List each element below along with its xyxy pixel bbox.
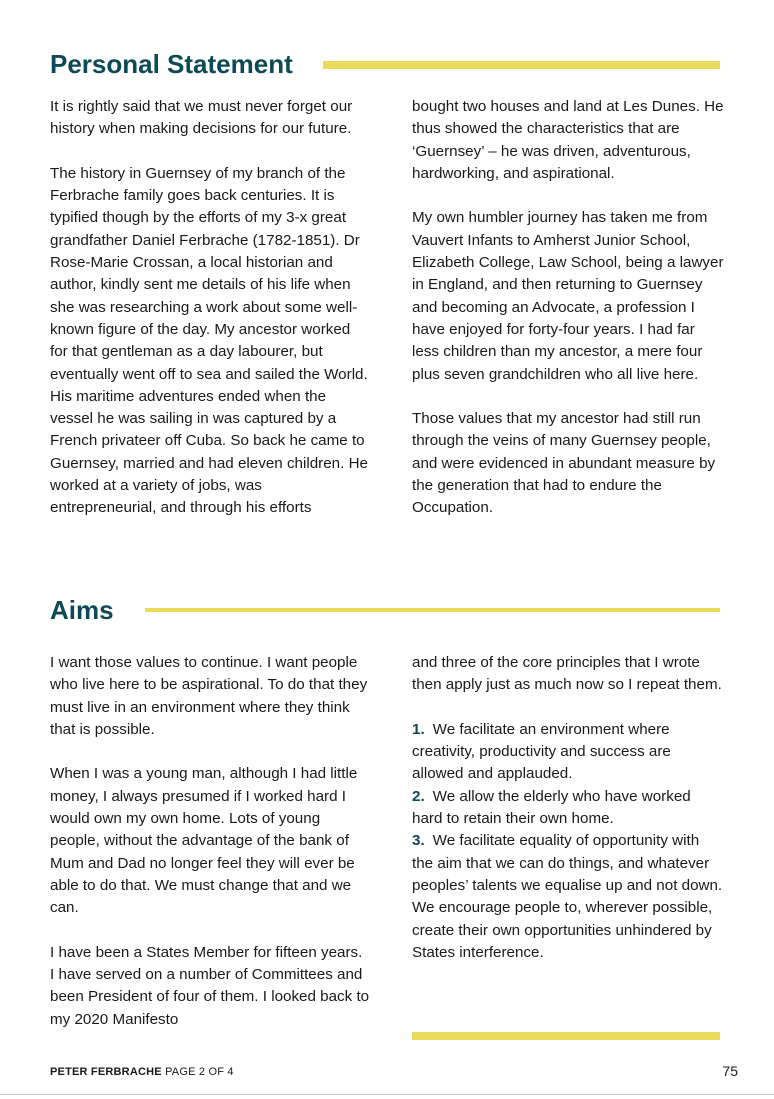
principle-number: 2. (412, 787, 425, 805)
personal-statement-rule (323, 61, 720, 69)
paragraph: bought two houses and land at Les Dunes. He thus showed the characteristics that are ‘Guernsey’ – he was driven, adventurous, hardworking, and aspirational. (412, 98, 724, 182)
footer-author (50, 1066, 234, 1078)
paragraph: My own humbler journey has taken me from Vauvert Infants to Amherst Junior School, Elizabeth College, Law School, being a lawyer in England, and then returning to Guernsey and becoming an Advocate, a profession I have enjoyed for forty-four years. I had far less children than my ancestor, a mere four plus seven grandchildren who all live here. (412, 209, 724, 383)
paragraph: I want those values to continue. I want people who live here to be aspirational. To do that they must live in an environment where they think that is possible. (50, 654, 368, 738)
personal-statement-heading (50, 49, 293, 79)
aims-heading (50, 595, 114, 625)
page-number: 75 (722, 1063, 738, 1079)
principle-text: We facilitate equality of opportunity with the aim that we can do things, and whatever peoples’ talents we equalise up and not down. We encourage people to, wherever possible, create their own opportunities unhindered by States interference. (412, 832, 723, 961)
personal-statement-title: Personal Statement (50, 49, 293, 79)
aims-bottom-rule (412, 1032, 720, 1040)
principle-item (412, 786, 724, 831)
footer-divider (0, 1094, 774, 1095)
footer-page-label: PAGE 2 OF 4 (165, 1066, 234, 1078)
personal-statement-right-column (412, 96, 724, 542)
paragraph: Those values that my ancestor had still run through the veins of many Guernsey people, and were evidenced in abundant measure by the generation that had to endure the Occupation. (412, 410, 716, 517)
aims-left-column (50, 652, 370, 1053)
principle-item (412, 719, 724, 786)
principle-text: We allow the elderly who have worked hard to retain their own home. (412, 787, 691, 828)
paragraph: The history in Guernsey of my branch of the Ferbrache family goes back centuries. It is typified though by the efforts of my 3-x great grandfather Daniel Ferbrache (1782-1851). Dr Rose-Marie Crossan, a local historian and author, kindly sent me details of his life when she was researching a work about some well-known figure of the day. My ancestor worked for that gentleman as a day labourer, but eventually went off to sea and sailed the World. His maritime adventures ended when the vessel he was sailing in was captured by a French privateer off Cuba. So back he came to Guernsey, married and had eleven children. He worked at a variety of jobs, was entrepreneurial, and through his efforts (50, 164, 368, 517)
principle-number: 1. (412, 720, 425, 738)
footer-name: PETER FERBRACHE (50, 1066, 162, 1078)
principle-number: 3. (412, 832, 425, 850)
aims-right-column (412, 652, 724, 964)
principle-text: We facilitate an environment where creativity, productivity and success are allowed and applauded. (412, 720, 671, 783)
paragraph: When I was a young man, although I had little money, I always presumed if I worked hard I would own my own home. Lots of young people, without the advantage of the bank of Mum and Dad no longer feel they will ever be able to do that. We must change that and we can. (50, 765, 358, 917)
paragraph: and three of the core principles that I wrote then apply just as much now so I repeat them. (412, 654, 722, 694)
principle-item (412, 830, 724, 964)
aims-rule (145, 608, 720, 612)
paragraph: I have been a States Member for fifteen years. I have served on a number of Committees and been President of four of them. I looked back to my 2020 Manifesto (50, 943, 370, 1028)
aims-title: Aims (50, 595, 114, 625)
personal-statement-left-column (50, 96, 370, 542)
paragraph: It is rightly said that we must never forget our history when making decisions for our future. (50, 98, 353, 138)
